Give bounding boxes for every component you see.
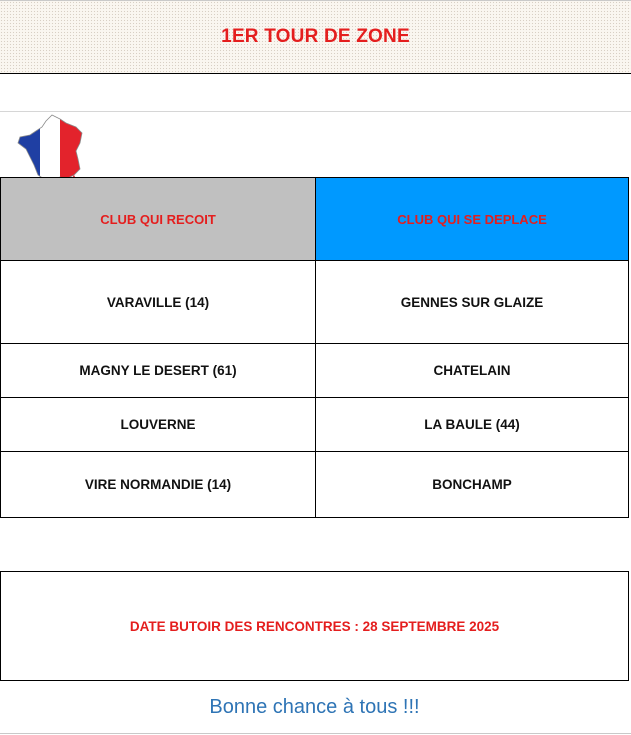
away-club-cell: CHATELAIN	[315, 343, 629, 398]
away-club-cell: BONCHAMP	[315, 451, 629, 518]
grid-line	[0, 111, 631, 112]
good-luck-message: Bonne chance à tous !!!	[209, 695, 420, 718]
home-club-cell: VIRE NORMANDIE (14)	[0, 451, 316, 518]
home-club-cell: VARAVILLE (14)	[0, 260, 316, 344]
home-club-cell: MAGNY LE DESERT (61)	[0, 343, 316, 398]
header-away-club: CLUB QUI SE DEPLACE	[315, 177, 629, 261]
grid-line	[0, 733, 631, 734]
france-map-flag-icon	[16, 113, 84, 187]
away-club-cell: LA BAULE (44)	[315, 397, 629, 452]
title-banner	[0, 0, 631, 74]
header-home-club: CLUB QUI RECOIT	[0, 177, 316, 261]
deadline-notice: DATE BUTOIR DES RENCONTRES : 28 SEPTEMBRE 2025	[0, 571, 629, 681]
page-title: 1ER TOUR DE ZONE	[221, 26, 410, 47]
away-club-cell: GENNES SUR GLAIZE	[315, 260, 629, 344]
home-club-cell: LOUVERNE	[0, 397, 316, 452]
